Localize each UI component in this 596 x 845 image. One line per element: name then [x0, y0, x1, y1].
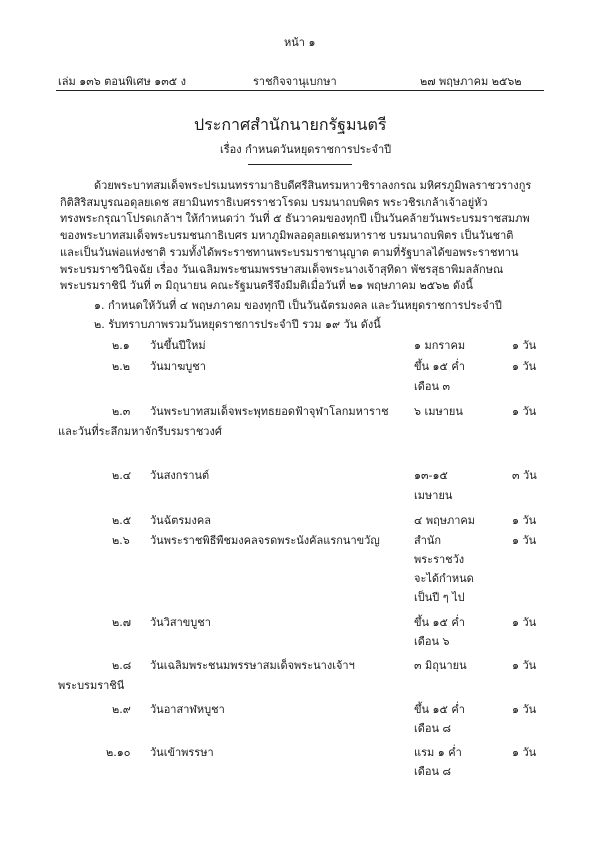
holiday-date: ๖ เมษายน	[414, 405, 463, 418]
holiday-number: ๒.๖	[112, 534, 130, 547]
body-line: ของพระบาทสมเด็จพระบรมชนกาธิเบศร มหาภูมิพลอดุลยเดชมหาราช บรมนาถบพิตร เป็นวันชาติ	[60, 229, 514, 243]
holiday-number: ๒.๘	[112, 659, 132, 672]
body-line: และเป็นวันพ่อแห่งชาติ รวมทั้งได้พระราชทานพระบรมราชานุญาต ตามที่รัฐบาลได้ขอพระราชทาน	[60, 245, 519, 259]
holiday-date: ๔ พฤษภาคม	[414, 514, 476, 527]
body-line: ด้วยพระบาทสมเด็จพระปรเมนทรรามาธิบดีศรีสินทรมหาวชิราลงกรณ มหิศรภูมิพลราชวรางกูร	[94, 179, 532, 192]
holiday-date: ๑ มกราคม	[414, 339, 466, 352]
holiday-name: และวันที่ระลึกมหาจักรีบรมราชวงศ์	[58, 425, 222, 438]
holiday-name: วันวิสาขบูชา	[150, 616, 211, 629]
holiday-date: ๑๓-๑๕	[414, 469, 448, 482]
body-line: กิติสิริสมบูรณอดุลยเดช สยามินทราธิเบศรราชวโรดม บรมนาถบพิตร พระวชิรเกล้าเจ้าอยู่หัว	[60, 195, 488, 209]
holiday-date: เดือน ๘	[414, 765, 452, 778]
holiday-days: ๓ วัน	[512, 469, 537, 482]
body-line: ทรงพระกรุณาโปรดเกล้าฯ ให้กำหนดว่า วันที่ ๕ ธันวาคมของทุกปี เป็นวันคล้ายวันพระบรมราชสมภพ	[60, 212, 530, 226]
holiday-name: วันเข้าพรรษา	[150, 746, 214, 759]
holiday-number: ๒.๓	[112, 405, 131, 418]
holiday-name: วันอาสาฬหบูชา	[150, 703, 225, 716]
holiday-date: เดือน ๓	[414, 380, 451, 393]
holiday-number: ๒.๗	[112, 616, 132, 629]
holiday-number: ๒.๙	[112, 703, 131, 716]
holiday-days: ๑ วัน	[512, 514, 537, 527]
holiday-days: ๑ วัน	[512, 616, 537, 629]
holiday-days: ๑ วัน	[512, 659, 537, 672]
holiday-date: พระราชวัง	[414, 553, 465, 566]
holiday-number: ๒.๕	[112, 514, 132, 527]
gazette-volume: เล่ม ๑๓๖ ตอนพิเศษ ๑๓๕ ง	[58, 75, 186, 88]
holiday-days: ๑ วัน	[512, 703, 537, 716]
holiday-days: ๑ วัน	[512, 339, 537, 352]
holiday-name: วันพระราชพิธีพืชมงคลจรดพระนังคัลแรกนาขวัญ	[150, 534, 380, 547]
holiday-date: เป็นปี ๆ ไป	[414, 591, 465, 604]
holiday-days: ๑ วัน	[512, 360, 537, 373]
holiday-date: ขึ้น ๑๕ ค่ำ	[414, 360, 465, 373]
clause-1: ๑. กำหนดให้วันที่ ๔ พฤษภาคม ของทุกปี เป็นวันฉัตรมงคล และวันหยุดราชการประจำปี	[94, 299, 502, 312]
clause-2: ๒. รับทราบภาพรวมวันหยุดราชการประจำปี รวม ๑๙ วัน ดังนี้	[94, 318, 381, 331]
holiday-name: วันเฉลิมพระชนมพรรษาสมเด็จพระนางเจ้าฯ	[150, 659, 355, 672]
preamble-paragraph	[60, 178, 540, 295]
body-line: พระบรมราชินี วันที่ ๓ มิถุนายน คณะรัฐมนตรีจึงมีมติเมื่อวันที่ ๒๑ พฤษภาคม ๒๕๖๒ ดังนี้	[60, 279, 473, 293]
holiday-date: เมษายน	[414, 489, 453, 502]
holiday-number: ๒.๔	[112, 469, 132, 482]
document-subject: เรื่อง กำหนดวันหยุดราชการประจำปี	[220, 143, 392, 156]
holiday-date: แรม ๑ ค่ำ	[414, 746, 462, 759]
gazette-name: ราชกิจจานุเบกษา	[253, 75, 337, 88]
document-title: ประกาศสำนักนายกรัฐมนตรี	[194, 115, 387, 134]
header-divider	[56, 90, 544, 91]
holiday-date: เดือน ๘	[414, 722, 452, 735]
holiday-days: ๑ วัน	[512, 405, 537, 418]
holiday-name: วันพระบาทสมเด็จพระพุทธยอดฟ้าจุฬาโลกมหาราช	[150, 405, 389, 418]
holiday-name: วันฉัตรมงคล	[150, 514, 211, 527]
holiday-number: ๒.๑๐	[106, 746, 131, 759]
holiday-name: วันขึ้นปีใหม่	[150, 339, 206, 352]
holiday-name: วันมาฆบูชา	[150, 360, 206, 373]
holiday-date: ขึ้น ๑๕ ค่ำ	[414, 616, 465, 629]
holiday-days: ๑ วัน	[512, 746, 537, 759]
holiday-date: จะได้กำหนด	[414, 572, 474, 585]
holiday-date: ๓ มิถุนายน	[414, 659, 467, 672]
holiday-date: ขึ้น ๑๕ ค่ำ	[414, 703, 465, 716]
page-number: หน้า ๑	[284, 36, 316, 49]
holiday-date: สำนัก	[414, 534, 442, 547]
gazette-date: ๒๗ พฤษภาคม ๒๕๖๒	[420, 75, 522, 88]
holiday-days: ๑ วัน	[512, 534, 537, 547]
holiday-date: เดือน ๖	[414, 635, 450, 648]
holiday-name: วันสงกรานต์	[150, 469, 210, 482]
body-line: พระบรมราชวินิจฉัย เรื่อง วันเฉลิมพระชนมพรรษาสมเด็จพระนางเจ้าสุทิดา พัชรสุธาพิมลลักษณ	[60, 262, 504, 276]
title-divider	[248, 164, 352, 165]
holiday-name: พระบรมราชินี	[58, 679, 125, 692]
holiday-number: ๒.๒	[112, 360, 130, 373]
holiday-number: ๒.๑	[112, 339, 130, 352]
